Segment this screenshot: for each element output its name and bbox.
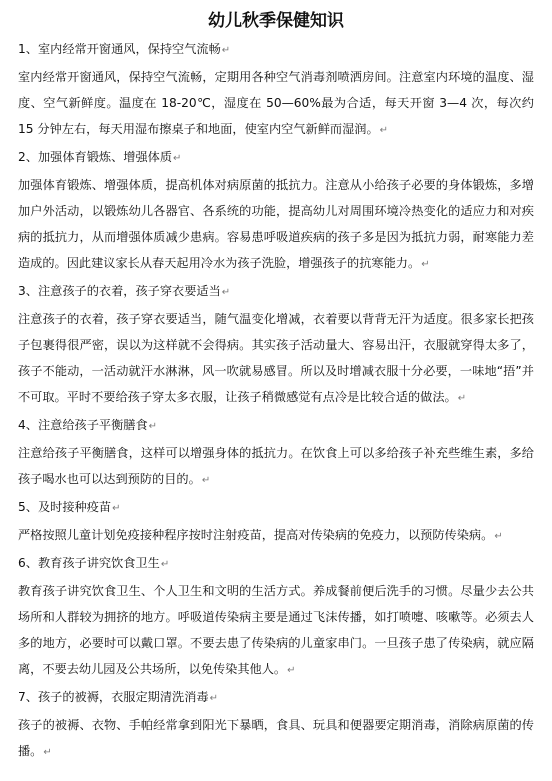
document-title: 幼儿秋季保健知识 <box>208 11 344 31</box>
paragraph-mark-icon: ↵ <box>112 503 121 514</box>
section-body-text: 教育孩子讲究饮食卫生、个人卫生和文明的生活方式。养成餐前便后洗手的习惯。尽量少去公共场所和人群较为拥挤的地方。呼吸道传染病主要是通过飞沫传播，如打喷嚏、咳嗽等。必须去人多的地方，必要时可以戴口罩。不要去患了传染病的儿童家串门。一旦孩子患了传染病，就应隔离，不要去幼儿园及公共场所，以免传染其他人。 <box>18 584 534 676</box>
paragraph-mark-icon: ↵ <box>494 531 503 542</box>
paragraph-mark-icon: ↵ <box>201 475 211 486</box>
section-heading-text: 4、注意给孩子平衡膳食 <box>18 418 148 432</box>
paragraph-mark-icon: ↵ <box>287 665 296 676</box>
paragraph-mark-icon: ↵ <box>160 559 170 570</box>
paragraph-mark-icon: ↵ <box>457 393 467 404</box>
section-body-text: 注意给孩子平衡膳食，这样可以增强身体的抵抗力。在饮食上可以多给孩子补充些维生素，多给孩子喝水也可以达到预防的目的。 <box>18 446 534 486</box>
section-body <box>18 306 534 412</box>
paragraph-mark-icon: ↵ <box>379 125 389 136</box>
section-body-text: 加强体育锻炼、增强体质，提高机体对病原菌的抵抗力。注意从小给孩子必要的身体锻炼，多增加户外活动，以锻炼幼儿各器官、各系统的功能，提高幼儿对周围环境冷热变化的适应力和对疾病的抵抗力，从而增强体质减少患病。容易患呼吸道疾病的孩子多是因为抵抗力弱，耐寒能力差造成的。因此建议家长从春天起用冷水为孩子洗脸，增强孩子的抗寒能力。 <box>18 178 534 270</box>
section-heading-text: 1、室内经常开窗通风，保持空气流畅 <box>18 42 221 56</box>
section-heading-text: 7、孩子的被褥，衣服定期清洗消毒 <box>18 690 209 704</box>
section-heading <box>18 684 534 712</box>
section-heading <box>18 144 534 172</box>
paragraph-mark-icon: ↵ <box>148 421 158 432</box>
section-2 <box>18 144 534 278</box>
section-body <box>18 522 534 550</box>
paragraph-mark-icon: ↵ <box>209 693 218 704</box>
section-body <box>18 712 534 766</box>
section-body-text: 注意孩子的衣着，孩子穿衣要适当，随气温变化增减，衣着要以背背无汗为适度。很多家长把孩子包裹得很严密，误以为这样就不会得病。其实孩子活动量大、容易出汗，衣服就穿得太多了，孩子不能动，一活动就汗水淋淋，风一吹就易感冒。所以及时增减衣服十分必要，一味地“捂”并不可取。平时不要给孩子穿太多衣服，让孩子稍微感觉有点冷是比较合适的做法。 <box>18 312 534 404</box>
section-7 <box>18 684 534 766</box>
section-body-text: 室内经常开窗通风，保持空气流畅，定期用各种空气消毒剂喷洒房间。注意室内环境的温度、湿度、空气新鲜度。温度在 18-20℃，湿度在 50—60%最为合适，每天开窗 3—4 次，每次约 15 分钟左右，每天用湿布擦桌子和地面，使室内空气新鲜而湿润。 <box>18 70 534 136</box>
paragraph-mark-icon: ↵ <box>43 747 52 758</box>
section-6 <box>18 550 534 684</box>
section-1 <box>18 36 534 144</box>
section-5 <box>18 494 534 550</box>
section-heading <box>18 550 534 578</box>
section-body <box>18 440 534 494</box>
paragraph-mark-icon: ↵ <box>221 287 231 298</box>
paragraph-mark-icon: ↵ <box>173 153 182 164</box>
paragraph-mark-icon: ↵ <box>421 259 430 270</box>
section-heading-text: 3、注意孩子的衣着，孩子穿衣要适当 <box>18 284 221 298</box>
section-heading-text: 6、教育孩子讲究饮食卫生 <box>18 556 160 570</box>
section-heading <box>18 36 534 64</box>
section-4 <box>18 412 534 494</box>
section-heading-text: 2、加强体育锻炼、增强体质 <box>18 150 173 164</box>
section-heading <box>18 494 534 522</box>
section-body <box>18 578 534 684</box>
section-heading <box>18 412 534 440</box>
section-heading <box>18 278 534 306</box>
section-body-text: 严格按照儿童计划免疫接种程序按时注射疫苗，提高对传染病的免疫力，以预防传染病。 <box>18 528 494 542</box>
section-body-text: 孩子的被褥、衣物、手帕经常拿到阳光下暴晒，食具、玩具和便器要定期消毒，消除病原菌的传播。 <box>18 718 534 758</box>
section-3 <box>18 278 534 412</box>
section-heading-text: 5、及时接种疫苗 <box>18 500 112 514</box>
section-body <box>18 172 534 278</box>
section-body <box>18 64 534 144</box>
paragraph-mark-icon: ↵ <box>221 45 231 56</box>
